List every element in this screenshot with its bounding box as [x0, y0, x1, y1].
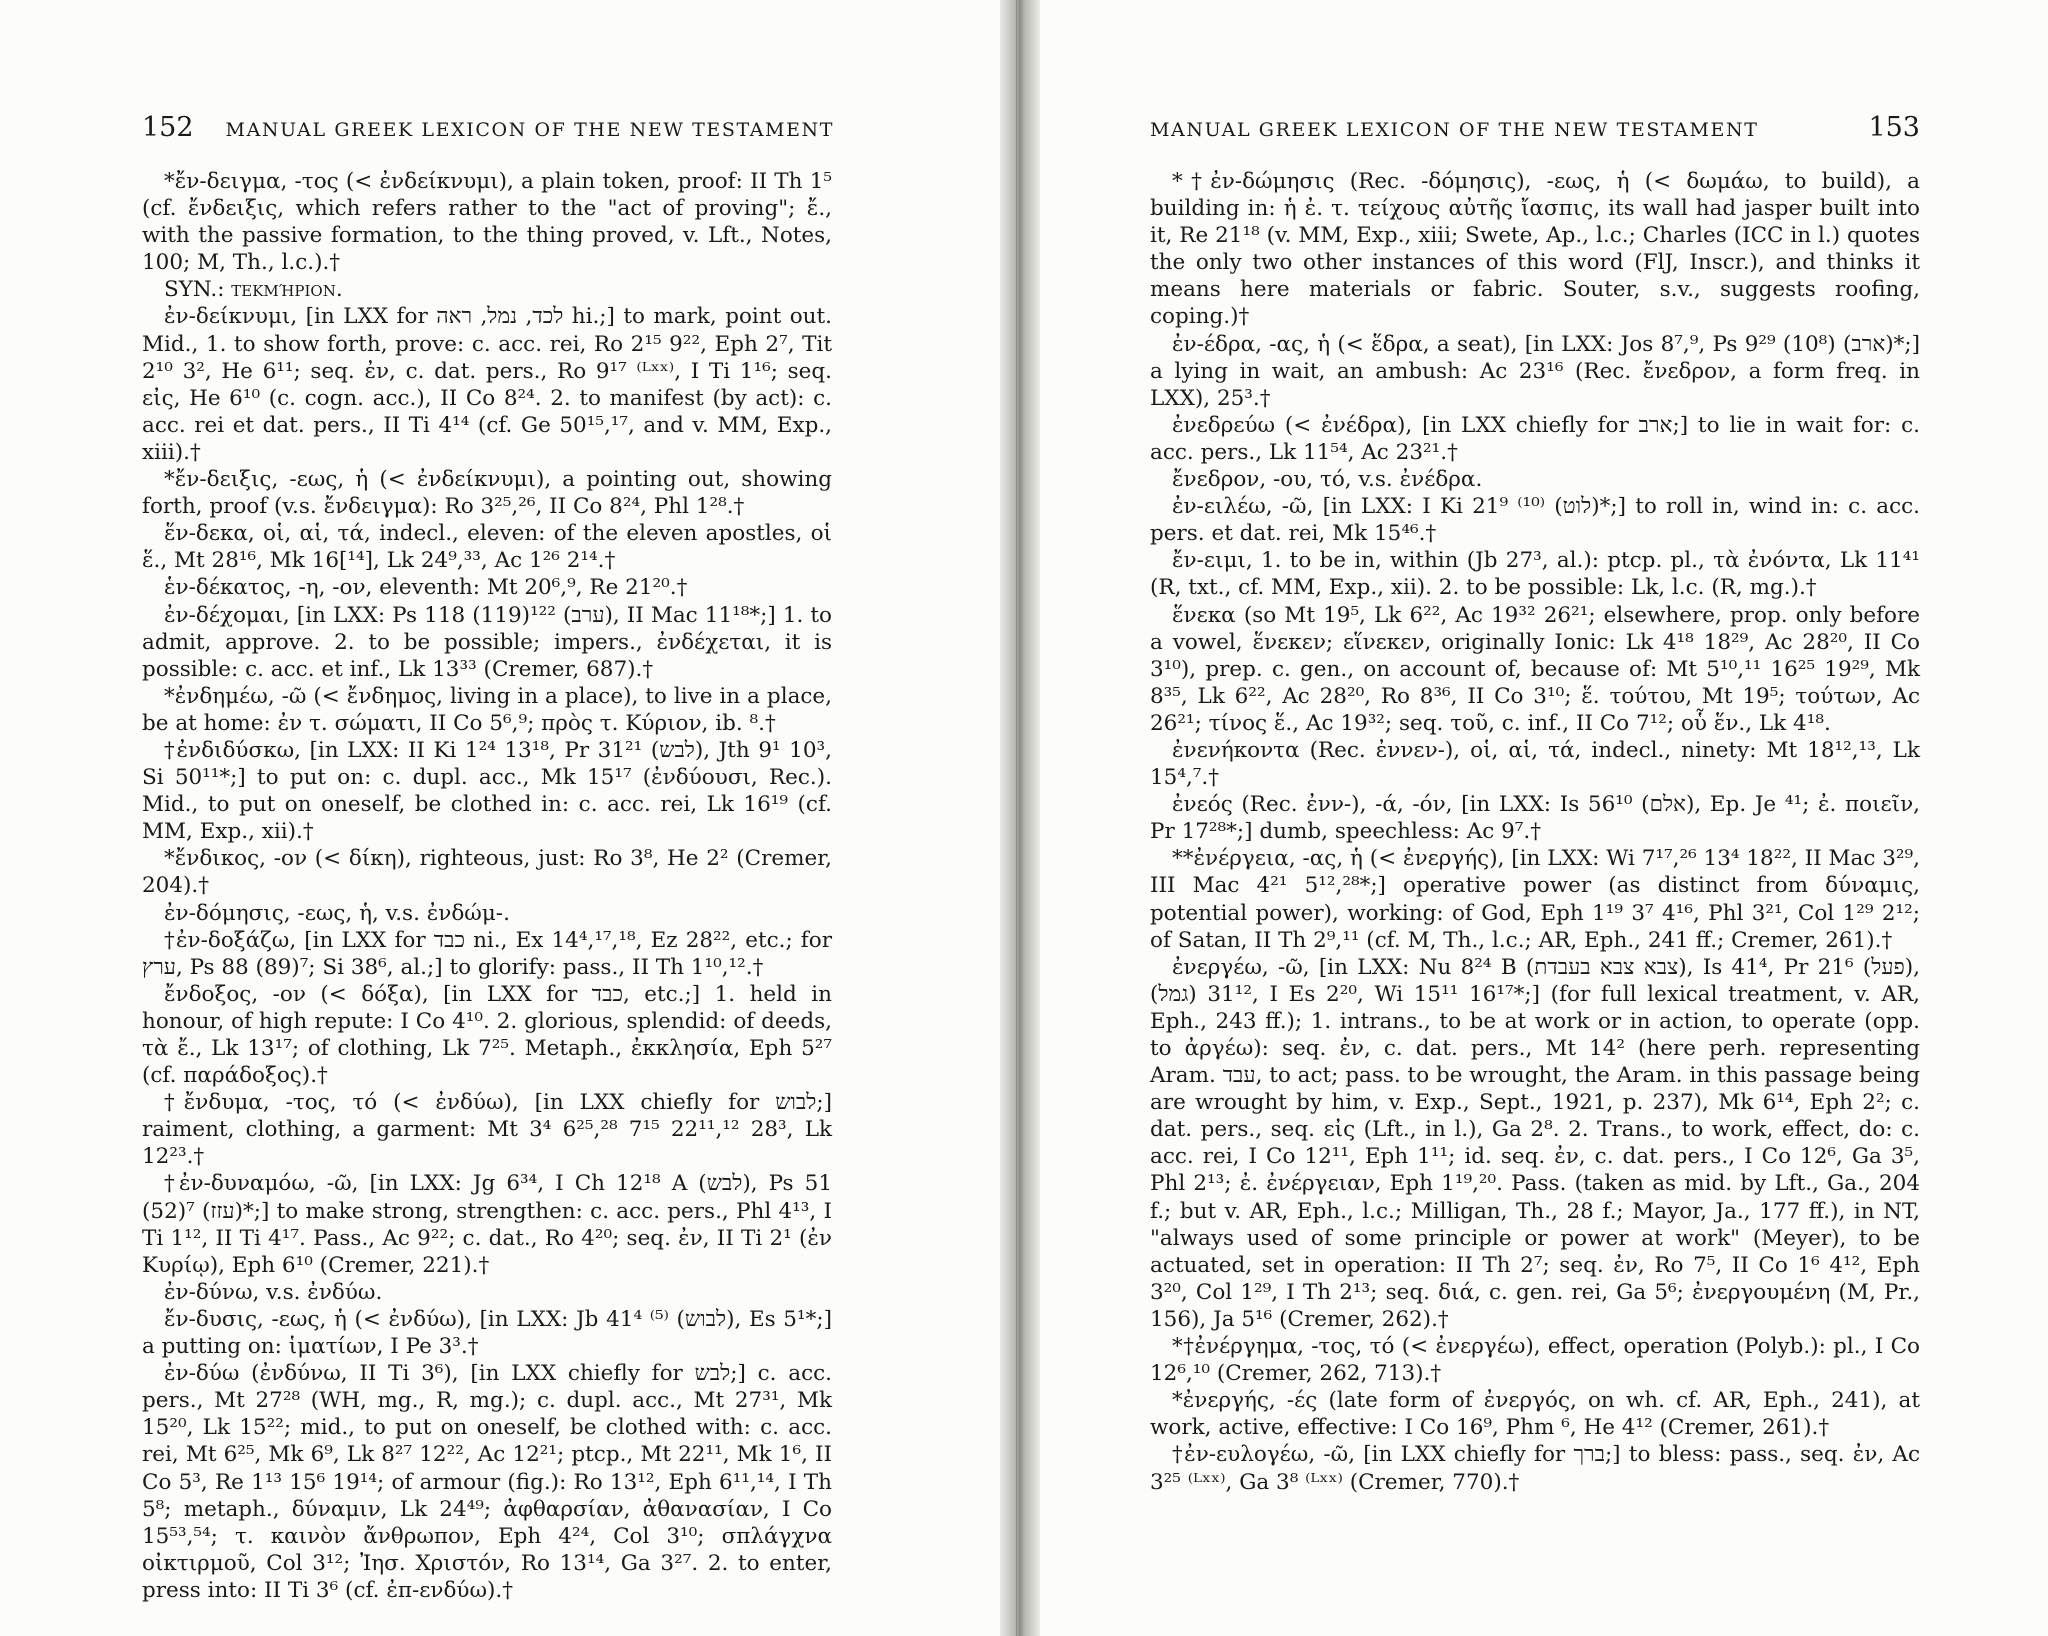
lexicon-entry: ἐν-έδρα, -ας, ἡ (< ἕδρα, a seat), [in LXX: Jos 8⁷,⁹, Ps 9²⁹ (10⁸) (ארב)*;] a lying in wait, an ambush: Ac 23¹⁶ (Rec. ἔνεδρον, a form freq. in LXX), 25³.† [1150, 331, 1920, 411]
lexicon-entry: ἔν-ειμι, 1. to be in, within (Jb 27³, al.): ptcp. pl., τὰ ἐνόντα, Lk 11⁴¹ (R, txt., cf. MM, Exp., xii). 2. to be possible: Lk, l.c. (R, mg.).† [1150, 548, 1920, 601]
lexicon-entry: ἐν-ειλέω, -ῶ, [in LXX: I Ki 21⁹ ⁽¹⁰⁾ (לוט)*;] to roll in, wind in: c. acc. pers. et dat. rei, Mk 15⁴⁶.† [1150, 494, 1920, 547]
lexicon-entry: **ἐνέργεια, -ας, ἡ (< ἐνεργής), [in LXX: Wi 7¹⁷,²⁶ 13⁴ 18²², II Mac 3²⁹, III Mac 4²¹ 5¹²,²⁸*;] operative power (as distinct from δύναμις, potential power), working: of God, Eph 1¹⁹ 3⁷ 4¹⁶, Phl 3²¹, Col 1²⁹ 2¹²; of Satan, II Th 2⁹,¹¹ (cf. M, Th., l.c.; AR, Eph., 241 ff.; Cremer, 261).† [1150, 846, 1920, 953]
lexicon-entry: †ἐνδιδύσκω, [in LXX: II Ki 1²⁴ 13¹⁸, Pr 31²¹ (לבש), Jth 9¹ 10³, Si 50¹¹*;] to put on: c. dupl. acc., Mk 15¹⁷ (ἐνδύουσι, Rec.). Mid., to put on oneself, be clothed in: c. acc. rei, Lk 16¹⁹ (cf. MM, Exp., xii).† [142, 737, 832, 845]
lexicon-entry: ἐνεός (Rec. ἐνν-), -ά, -όν, [in LXX: Is 56¹⁰ (אלם), Ep. Je ⁴¹; ἐ. ποιεῖν, Pr 17²⁸*;] dumb, speechless: Ac 9⁷.† [1150, 792, 1920, 845]
running-head-right [1150, 112, 1920, 148]
lexicon-entry: *ἐνδημέω, -ῶ (< ἔνδημος, living in a place), to live in a place, be at home: ἐν τ. σώματι, II Co 5⁶,⁹; πρὸς τ. Κύριον, ib. ⁸.† [142, 683, 832, 736]
running-head-left [142, 112, 842, 148]
lexicon-entry: ἐνεργέω, -ῶ, [in LXX: Nu 8²⁴ B (צבא צבא בעבדת), Is 41⁴, Pr 21⁶ (פעל), 31¹² (גמל), I Es 2²⁰, Wi 15¹¹ 16¹⁷*;] (for full lexical treatment, v. AR, Eph., 243 ff.); 1. intrans., to be at work or in action, to operate (opp. to ἀργέω): seq. ἐν, c. dat. pers., Mt 14² (here perh. representing Aram. עבד, to act; pass. to be wrought, the Aram. in this passage being are wrought by him, v. Exp., Sept., 1921, p. 237), Mk 6¹⁴, Eph 2²; c. dat. pers., seq. εἰς (Lft., in l.), Ga 2⁸. 2. Trans., to work, effect, do: c. acc. rei, I Co 12¹¹, Eph 1¹¹; id. seq. ἐν, c. dat. pers., I Co 12⁶, Ga 3⁵, Phl 2¹³; ἐ. ἐνέργειαν, Eph 1¹⁹,²⁰. Pass. (taken as mid. by Lft., Ga., 204 f.; but v. AR, Eph., l.c.; Milligan, Th., 28 f.; Mayor, Ja., 177 ff.), in NT, "always used of some principle or power at work" (Meyer), to be actuated, set in operation: II Th 2⁷; seq. ἐν, Ro 7⁵, II Co 1⁶ 4¹², Eph 3²⁰, Col 1²⁹, I Th 2¹³; seq. διά, c. gen. rei, Ga 5⁶; ἐνεργουμένη (M, Pr., 156), Ja 5¹⁶ (Cremer, 262).† [1150, 954, 1920, 1332]
gutter-fold [1016, 0, 1017, 1636]
lexicon-entry: ἐν-δύω (ἐνδύνω, II Ti 3⁶), [in LXX chiefly for לבש;] c. acc. pers., Mt 27²⁸ (WH, mg., R, mg.); c. dupl. acc., Mt 27³¹, Mk 15²⁰, Lk 15²²; mid., to put on oneself, be clothed with: c. acc. rei, Mt 6²⁵, Mk 6⁹, Lk 8²⁷ 12²², Ac 12²¹; ptcp., Mt 22¹¹, Mk 1⁶, II Co 5³, Re 1¹³ 15⁶ 19¹⁴; of armour (fig.): Ro 13¹², Eph 6¹¹,¹⁴, I Th 5⁸; metaph., δύναμιν, Lk 24⁴⁹; ἀφθαρσίαν, ἀθανασίαν, I Co 15⁵³,⁵⁴; τ. καινὸν ἄνθρωπον, Eph 4²⁴, Col 3¹⁰; σπλάγχνα οἰκτιρμοῦ, Col 3¹²; Ἰησ. Χριστόν, Ro 13¹⁴, Ga 3²⁷. 2. to enter, press into: II Ti 3⁶ (cf. ἐπ-ενδύω).† [142, 1361, 832, 1603]
lexicon-entry: ἐν-δείκνυμι, [in LXX for לכד, נמל, ראה hi.;] to mark, point out. Mid., 1. to show forth, prove: c. acc. rei, Ro 2¹⁵ 9²², Eph 2⁷, Tit 2¹⁰ 3², He 6¹¹; seq. ἐν, c. dat. pers., Ro 9¹⁷ ⁽ᴸˣˣ⁾, I Ti 1¹⁶; seq. εἰς, He 6¹⁰ (c. cogn. acc.), II Co 8²⁴. 2. to manifest (by act): c. acc. rei et dat. pers., II Ti 4¹⁴ (cf. Ge 50¹⁵,¹⁷, and v. MM, Exp., xiii).† [142, 304, 833, 465]
lexicon-entry: ἐν-δέχομαι, [in LXX: Ps 118 (119)¹²² (ערב), II Mac 11¹⁸*;] 1. to admit, approve. 2. to be possible; impers., ἐνδέχεται, it is possible: c. acc. et inf., Lk 13³³ (Cremer, 687).† [142, 602, 833, 682]
lexicon-entry: *ἔν-δειγμα, -τος (< ἐνδείκνυμι), a plain token, proof: II Th 1⁵ (cf. ἔνδειξις, which refers rather to the "act of proving"; ἔ., with the passive formation, to the thing proved, v. Lft., Notes, 100; M, Th., l.c.).† [142, 169, 832, 276]
lexicon-entry: *ἔνδικος, -ον (< δίκη), righteous, just: Ro 3⁸, He 2² (Cremer, 204).† [142, 846, 832, 899]
lexicon-entry: ἐν-δύνω, v.s. ἐνδύω. [164, 1279, 383, 1305]
running-head-title-right: MANUAL GREEK LEXICON OF THE NEW TESTAMENT [1150, 119, 1759, 141]
lexicon-entry: ἔν-δυσις, -εως, ἡ (< ἐνδύω), [in LXX: Jb 41⁴ ⁽⁵⁾ (לבוש), Es 5¹*;] a putting on: ἱματίων, I Pe 3³.† [142, 1306, 832, 1360]
lexicon-entry: *ἔν-δειξις, -εως, ἡ (< ἐνδείκνυμι), a pointing out, showing forth, proof (v.s. ἔνδειγμα): Ro 3²⁵,²⁶, II Co 8²⁴, Phl 1²⁸.† [142, 467, 832, 520]
left-page [0, 0, 1000, 1636]
lexicon-entry: *†ἐν-δώμησις (Rec. -δόμησις), -εως, ἡ (< δωμάω, to build), a building in: ἡ ἐ. τ. τείχους αὐτῆς ἴασπις, its wall had jasper built into it, Re 21¹⁸ (v. MM, Exp., xiii; Swete, Ap., l.c.; Charles (ICC in l.) quotes the only two other instances of this word (FlJ, Inscr.), and thinks it means here materials or fabric. Souter, s.v., suggests roofing, coping.)† [1150, 169, 1920, 330]
lexicon-entry: *†ἐνέργημα, -τος, τό (< ἐνεργέω), effect, operation (Polyb.): pl., I Co 12⁶,¹⁰ (Cremer, 262, 713).† [1150, 1334, 1920, 1387]
lexicon-column-right [1150, 168, 1920, 1496]
lexicon-entry: ἐν-δόμησις, -εως, ἡ, v.s. ἐνδώμ-. [164, 900, 510, 926]
lexicon-entry: †ἐν-δοξάζω, [in LXX for כבד ni., Ex 14⁴,¹⁷,¹⁸, Ez 28²², etc.; for ערץ, Ps 88 (89)⁷; Si 38⁶, al.;] to glorify: pass., II Th 1¹⁰,¹².† [142, 927, 832, 980]
lexicon-entry: ἔνεδρον, -ου, τό, v.s. ἐνέδρα. [1172, 467, 1483, 493]
lexicon-entry: ἑν-δέκατος, -η, -ον, eleventh: Mt 20⁶,⁹, Re 21²⁰.† [164, 575, 688, 601]
lexicon-entry: *ἐνεργής, -ές (late form of ἐνεργός, on wh. cf. AR, Eph., 241), at work, active, effective: I Co 16⁹, Phm ⁶, He 4¹² (Cremer, 261).† [1150, 1388, 1920, 1441]
lexicon-entry: †ἔνδυμα, -τος, τό (< ἐνδύω), [in LXX chiefly for לבוש;] raiment, clothing, a garment: Mt 3⁴ 6²⁵,²⁸ 7¹⁵ 22¹¹,¹² 28³, Lk 12²³.† [142, 1090, 832, 1170]
lexicon-entry: ἕνεκα (so Mt 19⁵, Lk 6²², Ac 19³² 26²¹; elsewhere, prop. only before a vowel, ἕνεκεν; εἵνεκεν, originally Ionic: Lk 4¹⁸ 18²⁹, Ac 28²⁰, II Co 3¹⁰), prep. c. gen., on account of, because of: Mt 5¹⁰,¹¹ 16²⁵ 19²⁹, Mk 8³⁵, Lk 6²², Ac 28²⁰, Ro 8³⁶, II Co 3¹⁰; ἕ. τούτου, Mt 19⁵; τούτων, Ac 26²¹; τίνος ἕ., Ac 19³²; seq. τοῦ, c. inf., II Co 7¹²; οὗ ἕν., Lk 4¹⁸. [1150, 602, 1920, 736]
book-gutter [1000, 0, 1040, 1636]
lexicon-entry: ἔνδοξος, -ον (< δόξα), [in LXX for כבד, etc.;] 1. held in honour, of high repute: I Co 4¹⁰. 2. glorious, splendid: of deeds, τὰ ἔ., Lk 13¹⁷; of clothing, Lk 7²⁵. Metaph., ἐκκλησία, Eph 5²⁷ (cf. παράδοξος).† [142, 981, 832, 1089]
lexicon-entry: ἐνεδρεύω (< ἐνέδρα), [in LXX chiefly for ארב;] to lie in wait for: c. acc. pers., Lk 11⁵⁴, Ac 23²¹.† [1150, 412, 1920, 465]
lexicon-column-left [142, 168, 832, 1604]
synonym-note: SYN.: τεκμήριον. [164, 277, 343, 303]
lexicon-entry: †ἐν-ευλογέω, -ῶ, [in LXX chiefly for ברך;] to bless: pass., seq. ἐν, Ac 3²⁵ ⁽ᴸˣˣ⁾, Ga 3⁸ ⁽ᴸˣˣ⁾ (Cremer, 770).† [1150, 1442, 1920, 1495]
lexicon-entry: ἐνενήκοντα (Rec. ἐννεν-), οἱ, αἱ, τά, indecl., ninety: Mt 18¹²,¹³, Lk 15⁴,⁷.† [1150, 737, 1920, 791]
page-number-left: 152 [142, 112, 194, 143]
running-head-title-left: MANUAL GREEK LEXICON OF THE NEW TESTAMENT [225, 119, 835, 141]
lexicon-entry: †ἐν-δυναμόω, -ῶ, [in LXX: Jg 6³⁴, I Ch 12¹⁸ A (לבש), Ps 51 (52)⁷ (עזז)*;] to make strong, strengthen: c. acc. pers., Phl 4¹³, I Ti 1¹², II Ti 4¹⁷. Pass., Ac 9²²; c. dat., Ro 4²⁰; seq. ἐν, II Ti 2¹ (ἐν Κυρίῳ), Eph 6¹⁰ (Cremer, 221).† [142, 1171, 832, 1278]
page-number-right: 153 [1868, 112, 1920, 143]
lexicon-entry: ἕν-δεκα, οἱ, αἱ, τά, indecl., eleven: of the eleven apostles, οἱ ἕ., Mt 28¹⁶, Mk 16[¹⁴], Lk 24⁹,³³, Ac 1²⁶ 2¹⁴.† [142, 521, 832, 574]
right-page [1040, 0, 2048, 1636]
